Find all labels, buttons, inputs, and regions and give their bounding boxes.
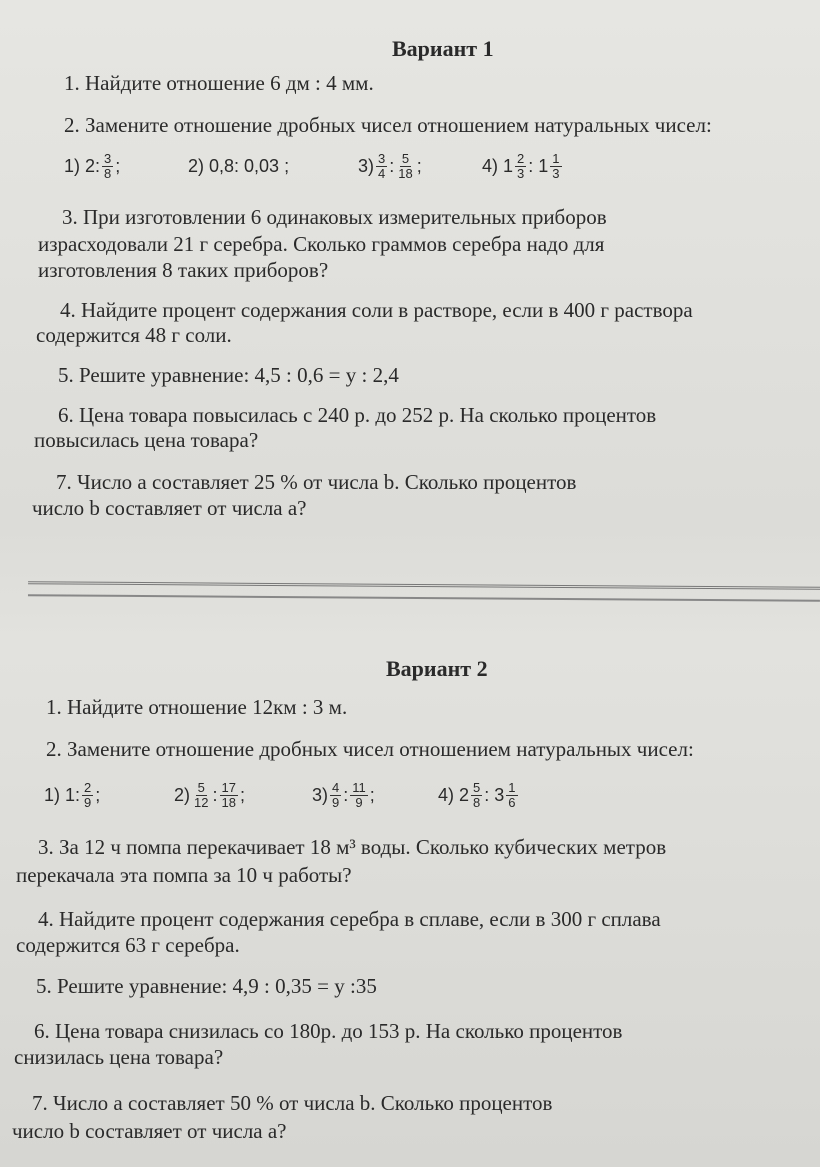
numerator: 2 (84, 779, 92, 795)
semicolon: ; (115, 155, 121, 176)
variant-2-section (0, 640, 820, 1167)
v1-task-5: 5. Решите уравнение: 4,5 : 0,6 = y : 2,4 (58, 363, 399, 387)
v2-task-6-line-2: снизилась цена товара? (14, 1045, 224, 1069)
v2-option-2-prefix: 2) (174, 784, 191, 805)
v1-option-3-prefix: 3) (358, 155, 375, 176)
v1-option-2-text: 2) 0,8: 0,03 ; (188, 155, 290, 176)
colon: : (343, 784, 349, 805)
fraction (376, 152, 387, 181)
v2-option-1 (44, 775, 100, 815)
colon-whole: : 1 (528, 155, 549, 176)
denominator: 8 (104, 165, 112, 181)
v1-task-6-line-1: 6. Цена товара повысилась с 240 р. до 252 р. На сколько процентов (58, 403, 657, 427)
v2-task-7-line-2: число b составляет от числа a? (12, 1119, 287, 1143)
v1-task-3-line-1: 3. При изготовлении 6 одинаковых измерительных приборов (62, 205, 607, 229)
numerator: 5 (473, 779, 481, 795)
colon: : (212, 784, 218, 805)
v1-task-2-options (64, 146, 624, 186)
v2-task-3-line-1: 3. За 12 ч помпа перекачивает 18 м³ воды. Сколько кубических метров (38, 835, 667, 859)
v1-task-3-line-3: изготовления 8 таких приборов? (38, 258, 329, 282)
v2-task-2: 2. Замените отношение дробных чисел отношением натуральных чисел: (46, 737, 694, 761)
v1-task-1: 1. Найдите отношение 6 дм : 4 мм. (64, 71, 374, 95)
denominator: 12 (194, 794, 209, 810)
fraction (82, 781, 93, 810)
v1-task-7-line-2: число b составляет от числа a? (32, 496, 307, 520)
v2-option-4 (438, 775, 520, 815)
v1-option-4 (482, 146, 564, 186)
fraction (330, 781, 341, 810)
v1-option-1 (64, 146, 120, 186)
v2-option-1-prefix: 1) 1: (44, 784, 81, 805)
variant-1-section (0, 0, 820, 560)
v2-option-3 (312, 775, 375, 815)
numerator: 2 (517, 150, 525, 166)
denominator: 4 (378, 165, 386, 181)
v1-option-2 (188, 146, 289, 186)
v1-option-1-prefix: 1) 2: (64, 155, 101, 176)
v2-task-4-line-1: 4. Найдите процент содержания серебра в сплаве, если в 300 г сплава (38, 907, 661, 931)
fraction (506, 781, 517, 810)
numerator: 17 (221, 779, 236, 795)
fraction (220, 781, 238, 810)
numerator: 4 (332, 779, 340, 795)
v1-task-3-line-2: израсходовали 21 г серебра. Сколько граммов серебра надо для (38, 232, 605, 256)
v2-task-5: 5. Решите уравнение: 4,9 : 0,35 = y :35 (36, 974, 377, 998)
variant-1-title: Вариант 1 (392, 36, 494, 61)
denominator: 18 (398, 165, 413, 181)
v2-option-2 (174, 775, 245, 815)
numerator: 5 (401, 150, 410, 166)
denominator: 8 (473, 794, 481, 810)
fraction (471, 781, 482, 810)
denominator: 9 (332, 794, 340, 810)
section-divider (28, 581, 820, 602)
v2-task-4-line-2: содержится 63 г серебра. (16, 933, 240, 957)
denominator: 6 (508, 794, 516, 810)
v2-task-7-line-1: 7. Число a составляет 50 % от числа b. Сколько процентов (32, 1091, 553, 1115)
numerator: 1 (508, 779, 516, 795)
numerator: 3 (378, 150, 386, 166)
numerator: 11 (352, 779, 366, 795)
variant-2-title: Вариант 2 (386, 656, 488, 681)
denominator: 3 (552, 165, 560, 181)
numerator: 5 (197, 779, 205, 795)
colon-whole: : 3 (484, 784, 505, 805)
v1-option-4-prefix: 4) 1 (482, 155, 514, 176)
semicolon: ; (369, 784, 375, 805)
fraction (396, 152, 414, 181)
v2-task-2-options (44, 775, 604, 815)
v1-task-2: 2. Замените отношение дробных чисел отношением натуральных чисел: (64, 113, 712, 137)
denominator: 9 (84, 794, 92, 810)
denominator: 3 (517, 165, 525, 181)
fraction (192, 781, 210, 810)
v1-task-4-line-1: 4. Найдите процент содержания соли в растворе, если в 400 г раствора (60, 298, 693, 322)
numerator: 1 (552, 150, 560, 166)
v1-task-7-line-1: 7. Число a составляет 25 % от числа b. Сколько процентов (56, 470, 577, 494)
v2-task-3-line-2: перекачала эта помпа за 10 ч работы? (16, 863, 352, 887)
fraction (515, 152, 526, 181)
v2-task-1: 1. Найдите отношение 12км : 3 м. (46, 695, 348, 719)
fraction (550, 152, 561, 181)
v1-task-6-line-2: повысилась цена товара? (34, 428, 259, 452)
v2-option-3-prefix: 3) (312, 784, 329, 805)
v1-option-3 (358, 146, 422, 186)
v2-option-4-prefix: 4) 2 (438, 784, 470, 805)
colon: : (389, 155, 395, 176)
semicolon: ; (416, 155, 422, 176)
fraction (102, 152, 113, 181)
semicolon: ; (239, 784, 245, 805)
v2-task-6-line-1: 6. Цена товара снизилась со 180р. до 153 р. На сколько процентов (34, 1019, 623, 1043)
numerator: 3 (104, 150, 112, 166)
v1-task-4-line-2: содержится 48 г соли. (36, 323, 232, 347)
denominator: 9 (355, 794, 363, 810)
semicolon: ; (95, 784, 101, 805)
fraction (350, 781, 368, 810)
denominator: 18 (221, 794, 236, 810)
